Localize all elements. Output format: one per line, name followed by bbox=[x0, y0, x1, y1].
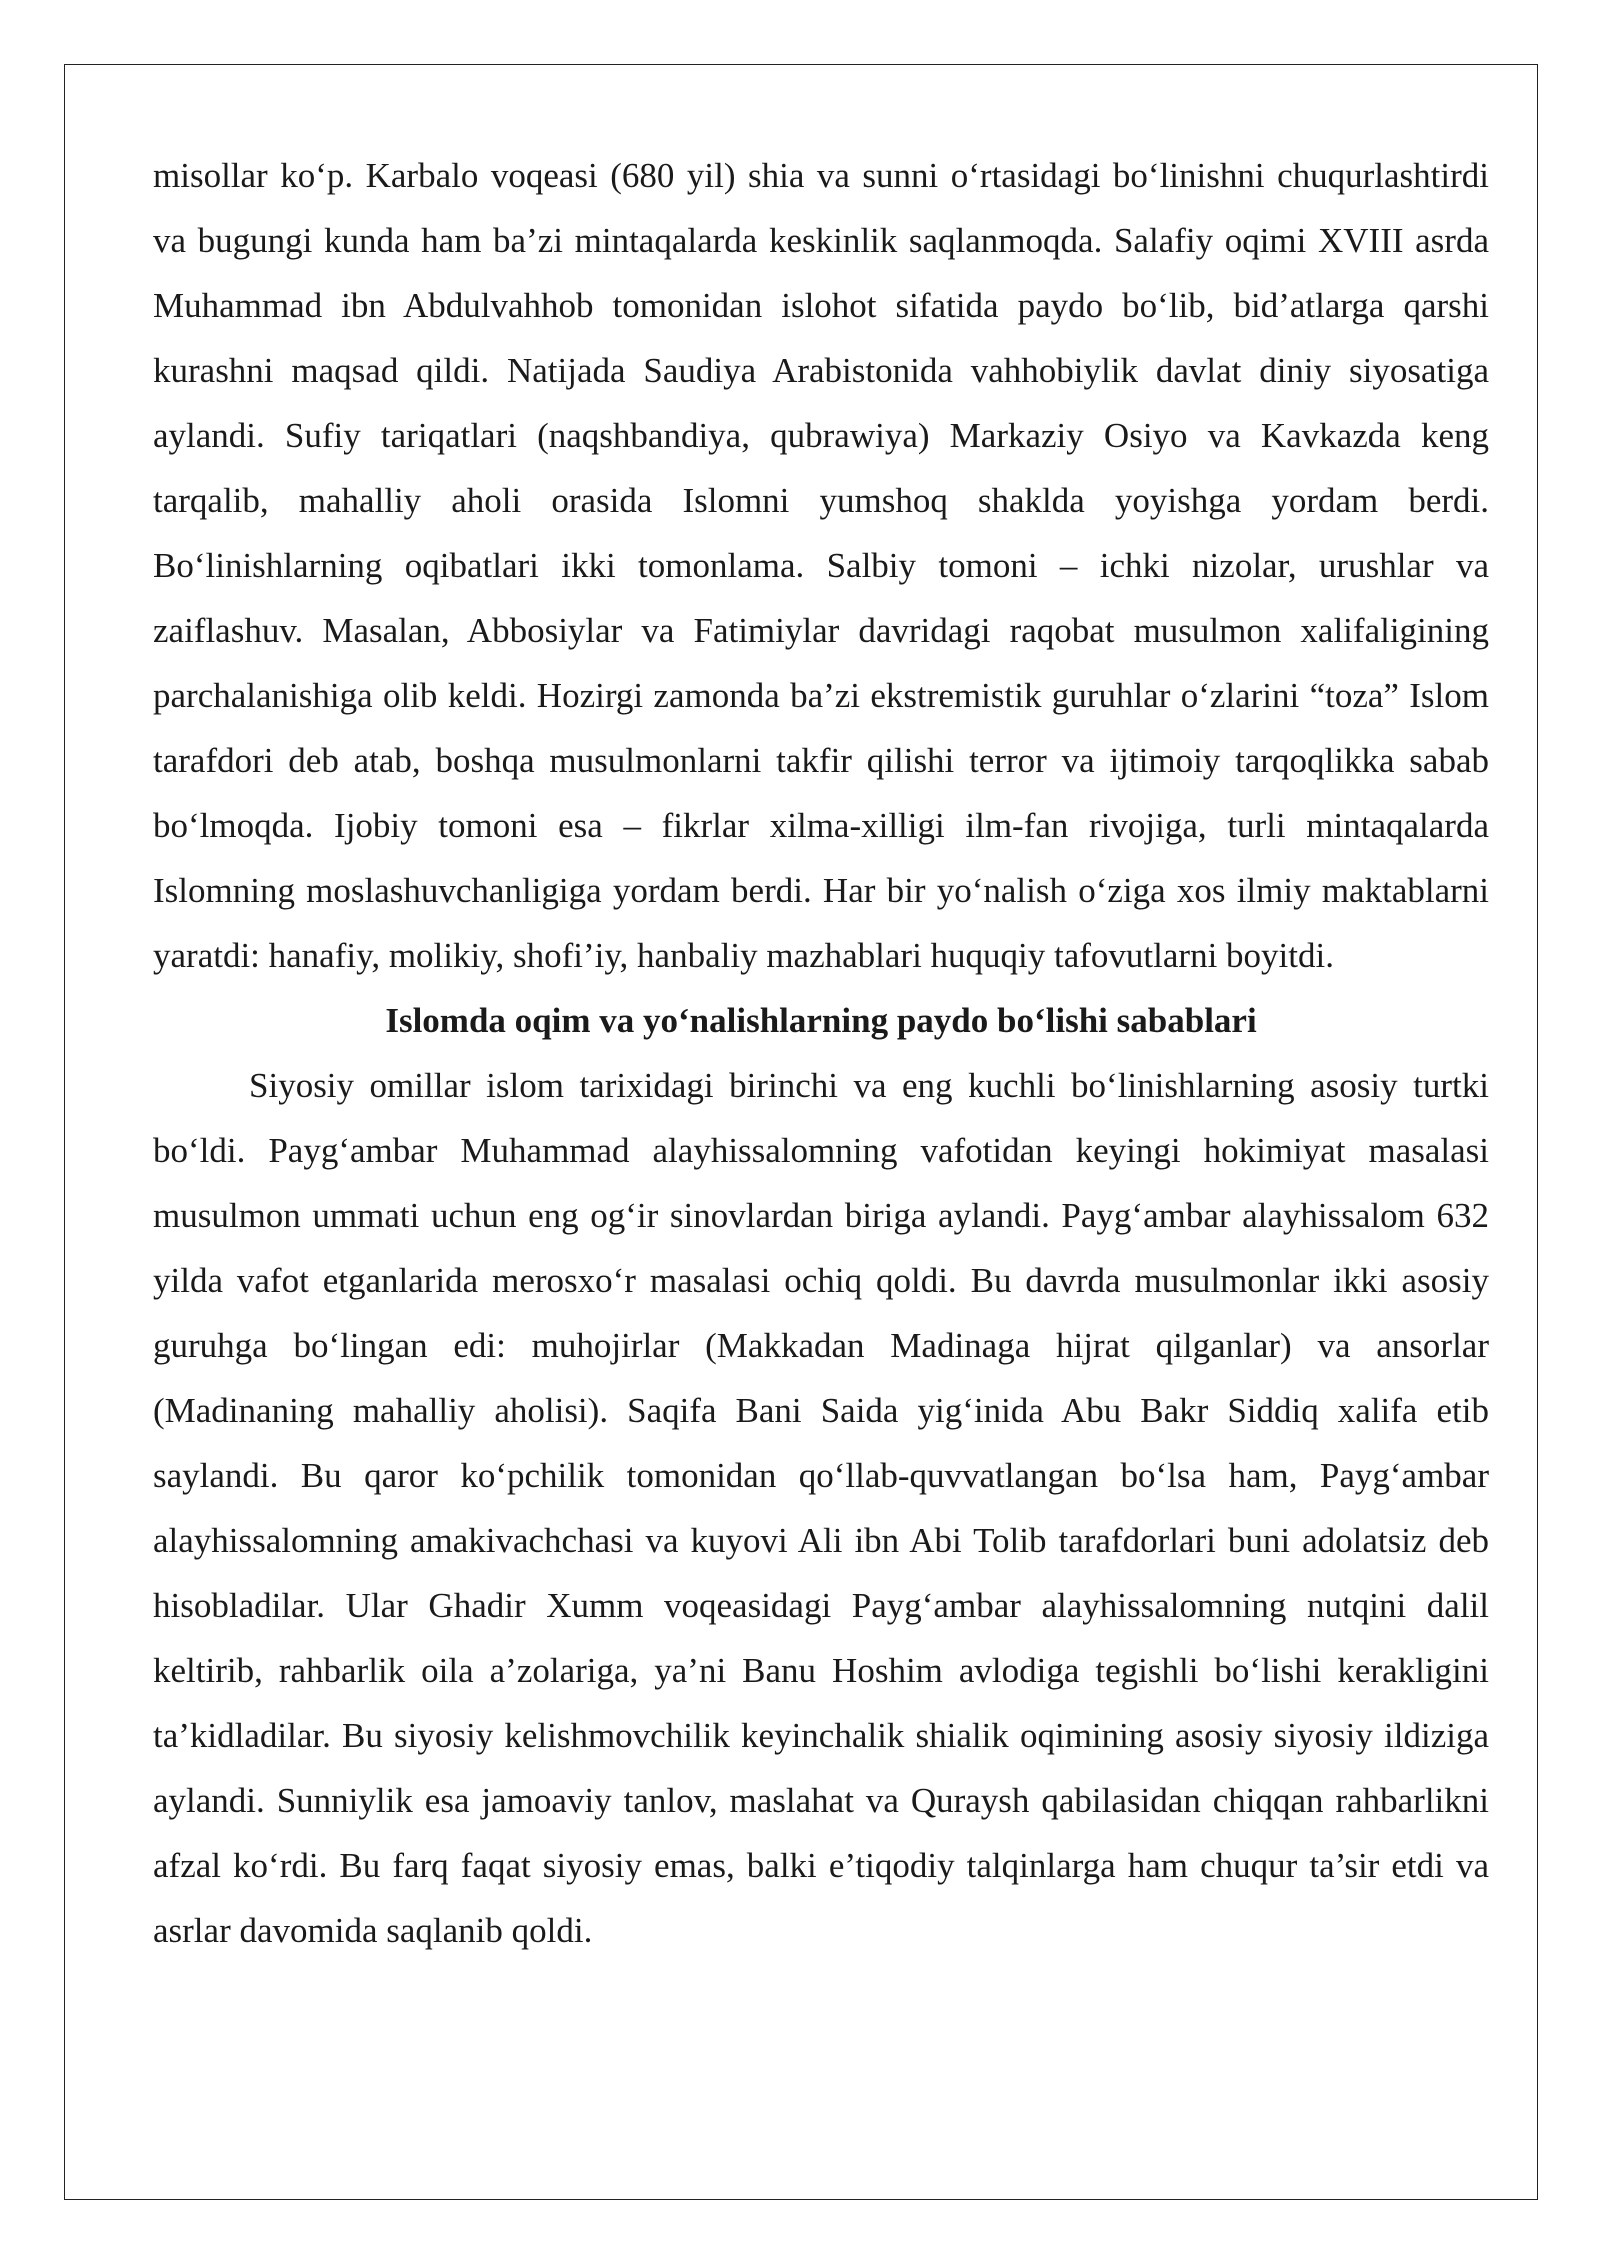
paragraph-main: Siyosiy omillar islom tarixidagi birinchi va eng kuchli bo‘linishlarning asosiy turtki bo‘ldi. Payg‘ambar Muhammad alayhissalomning vafotidan keyingi hokimiyat masalasi musulmon ummati uchun eng og‘ir sinovlardan biriga aylandi. Payg‘ambar alayhissalom 632 yilda vafot etganlarida merosxo‘r masalasi ochiq qoldi. Bu davrda musulmonlar ikki asosiy guruhga bo‘lingan edi: muhojirlar (Makkadan Madinaga hijrat qilganlar) va ansorlar (Madinaning mahalliy aholisi). Saqifa Bani Saida yig‘inida Abu Bakr Siddiq xalifa etib saylandi. Bu qaror ko‘pchilik tomonidan qo‘llab-quvvatlangan bo‘lsa ham, Payg‘ambar alayhissalomning amakivachchasi va kuyovi Ali ibn Abi Tolib tarafdorlari buni adolatsiz deb hisobladilar. Ular Ghadir Xumm voqeasidagi Payg‘ambar alayhissalomning nutqini dalil keltirib, rahbarlik oila a’zolariga, ya’ni Banu Hoshim avlodiga tegishli bo‘lishi kerakligini ta’kidladilar. Bu siyosiy kelishmovchilik keyinchalik shialik oqimining asosiy siyosiy ildiziga aylandi. Sunniylik esa jamoaviy tanlov, maslahat va Quraysh qabilasidan chiqqan rahbarlikni afzal ko‘rdi. Bu farq faqat siyosiy emas, balki e’tiqodiy talqinlarga ham chuqur ta’sir etdi va asrlar davomida saqlanib qoldi. bbox=[153, 1066, 1489, 1950]
document-body bbox=[153, 143, 1489, 1963]
section-heading: Islomda oqim va yo‘nalishlarning paydo bo‘lishi sabablari bbox=[385, 1001, 1257, 1040]
paragraph-continued: misollar ko‘p. Karbalo voqeasi (680 yil) shia va sunni o‘rtasidagi bo‘linishni chuqurlashtirdi va bugungi kunda ham ba’zi mintaqalarda keskinlik saqlanmoqda. Salafiy oqimi XVIII asrda Muhammad ibn Abdulvahhob tomonidan islohot sifatida paydo bo‘lib, bid’atlarga qarshi kurashni maqsad qildi. Natijada Saudiya Arabistonida vahhobiylik davlat diniy siyosatiga aylandi. Sufiy tariqatlari (naqshbandiya, qubrawiya) Markaziy Osiyo va Kavkazda keng tarqalib, mahalliy aholi orasida Islomni yumshoq shaklda yoyishga yordam berdi. Bo‘linishlarning oqibatlari ikki tomonlama. Salbiy tomoni – ichki nizolar, urushlar va zaiflashuv. Masalan, Abbosiylar va Fatimiylar davridagi raqobat musulmon xalifaligining parchalanishiga olib keldi. Hozirgi zamonda ba’zi ekstremistik guruhlar o‘zlarini “toza” Islom tarafdori deb atab, boshqa musulmonlarni takfir qilishi terror va ijtimoiy tarqoqlikka sabab bo‘lmoqda. Ijobiy tomoni esa – fikrlar xilma-xilligi ilm-fan rivojiga, turli mintaqalarda Islomning moslashuvchanligiga yordam berdi. Har bir yo‘nalish o‘ziga xos ilmiy maktablarni yaratdi: hanafiy, molikiy, shofi’iy, hanbaliy mazhablari huquqiy tafovutlarni boyitdi. bbox=[153, 156, 1489, 975]
